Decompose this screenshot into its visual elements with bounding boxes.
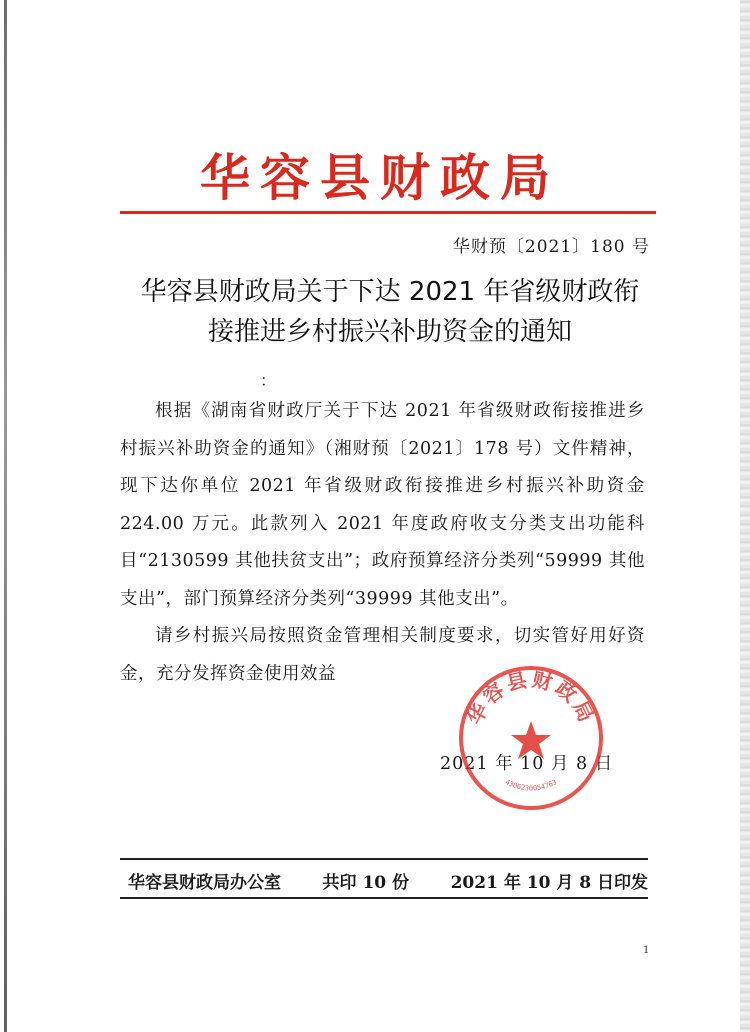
official-seal-stamp [456,663,606,813]
seal-code: 4306230054763 [503,778,559,793]
document-title-line-2: 接推进乡村振兴补助资金的通知 [207,317,572,347]
signature-date: 2021 年 10 月 8 日 [440,754,614,774]
body-paragraph-2: 请乡村振兴局按照资金管理相关制度要求，切实管好用好资金，充分发挥资金使用效益 [120,626,645,684]
footer-copies: 共印 10 份 [322,873,410,893]
scan-edge-left [4,0,7,1032]
salutation: ： [260,371,277,390]
document-number: 华财预〔2021〕180 号 [452,237,650,257]
svg-text:华容县财政局 [462,667,599,728]
page-number: 1 [643,945,650,956]
footer-office: 华容县财政局办公室 [128,873,281,893]
seal-text: 华容县财政局 [462,667,600,729]
svg-text:4306230054763 [504,778,558,792]
seal-star-icon [511,721,551,759]
header-red-rule [120,211,656,214]
footer-rule-top [120,858,648,860]
footer-print-info [128,868,648,893]
body-paragraph-1: 根据《湖南省财政厅关于下达 2021 年省级财政衔接推进乡村振兴补助资金的通知》（湘财预〔2021〕178 号）文件精神，现下达你单位 2021 年省级财政衔接推进乡村振兴补助资金 224.00 万元。此款列入 2021 年度政府收支分类支出功能科目“2130599 其他扶贫支出”；政府预算经济分类列“59999 其他支出”，部门预算经济分类列“39999 其他支出”。 [120,401,645,609]
document-title [100,272,680,352]
scan-edge-right [740,0,750,1032]
org-header-title: 华容县财政局 [200,149,560,207]
footer-rule-bottom [120,897,648,899]
document-body [120,393,645,693]
document-title-line-1: 华容县财政局关于下达 2021 年省级财政衔 [140,277,640,307]
footer-print-date: 2021 年 10 月 8 日印发 [450,873,648,893]
